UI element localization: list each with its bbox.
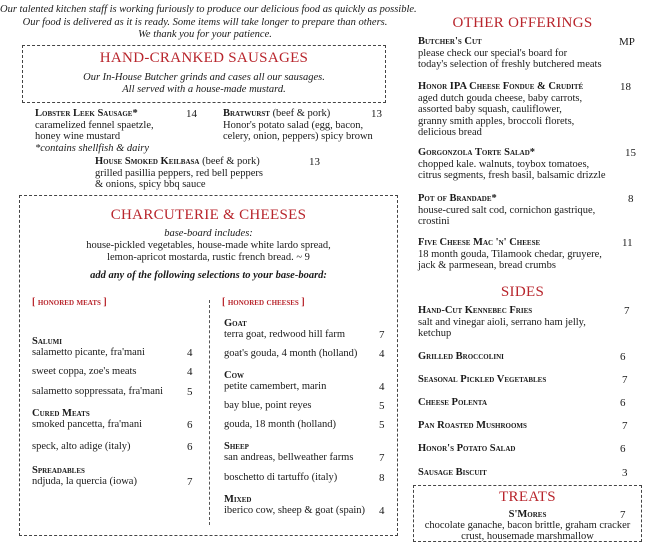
- group-goat: Goat: [224, 318, 247, 329]
- item-price: 6: [620, 351, 626, 363]
- side-item: Cheese Polenta: [418, 397, 488, 408]
- group-cow: Cow: [224, 370, 245, 381]
- item-desc: & onions, spicy bbq sauce: [95, 179, 206, 190]
- item-desc: aged dutch gouda cheese, baby carrots,: [418, 92, 583, 104]
- meat-item: smoked pancetta, fra'mani: [32, 419, 143, 430]
- item-desc: 18 month gouda, Tilamook chedar, gruyere,: [418, 248, 602, 260]
- intro-line: We thank you for your patience.: [138, 29, 272, 40]
- menu-item-lobster: [35, 108, 154, 154]
- item-desc: delicious bread: [418, 127, 482, 138]
- side-item: [418, 305, 586, 340]
- item-price: 8: [628, 193, 634, 205]
- item-price: 6: [620, 397, 626, 409]
- base-line: house-pickled vegetables, house-made white lardo spread,: [86, 240, 331, 251]
- cheese-item: gouda, 18 month (holland): [224, 419, 336, 430]
- group-spreadables: Spreadables: [32, 465, 85, 476]
- item-price: MP: [619, 36, 635, 48]
- item-price: 18: [620, 81, 631, 93]
- item-price: 6: [187, 441, 193, 453]
- item-desc: chopped kale. walnuts, toybox tomatoes,: [418, 158, 590, 170]
- intro-line: Our talented kitchen staff is working furiously to produce our delicious food as quickly as possible.: [0, 4, 417, 15]
- item-desc: crostini: [418, 216, 450, 227]
- item-name: Pot of Brandade*: [418, 193, 497, 204]
- item-price: 11: [622, 237, 633, 249]
- cheese-item: san andreas, bellweather farms: [224, 452, 354, 463]
- item-name: Butcher's Cut: [418, 36, 482, 47]
- item-price: 3: [622, 467, 628, 479]
- item-desc: jack & parmesean, bread crumbs: [418, 260, 556, 271]
- cheese-item: petite camembert, marin: [224, 381, 327, 392]
- item-price: 5: [187, 386, 193, 398]
- item-price: 4: [379, 381, 385, 393]
- item-desc: honey wine mustard: [35, 131, 121, 142]
- meat-item: speck, alto adige (italy): [32, 441, 131, 452]
- cheese-item: goat's gouda, 4 month (holland): [224, 348, 358, 359]
- item-price: 15: [625, 147, 636, 159]
- charcuterie-title: CHARCUTERIE & CHEESES: [110, 207, 307, 223]
- item-note: *contains shellfish & dairy: [35, 142, 150, 154]
- side-item: Sausage Biscuit: [418, 467, 487, 478]
- sides-title: SIDES: [500, 284, 545, 300]
- meat-item: salametto picante, fra'mani: [32, 347, 145, 358]
- column-divider: [209, 300, 210, 525]
- item-name: Bratwurst: [223, 108, 270, 119]
- meat-item: ndjuda, la quercia (iowa): [32, 476, 137, 487]
- base-line: lemon-apricot mostarda, rustic french bread. ~ 9: [107, 252, 310, 263]
- menu-item-bratwurst: [223, 108, 373, 143]
- item-desc: citrus segments, fresh basil, balsamic drizzle: [418, 170, 606, 181]
- item-desc: crust, housemade marshmallow: [461, 531, 594, 542]
- base-board: [19, 228, 398, 264]
- add-label: add any of the following selections to your base-board:: [90, 270, 327, 281]
- side-item: Pan Roasted Mushrooms: [418, 420, 527, 431]
- other-item: [418, 36, 602, 71]
- item-name: Lobster Leek Sausage*: [35, 108, 138, 119]
- item-desc: Honor's potato salad (egg, bacon,: [223, 119, 364, 131]
- sausages-intro-line: Our In-House Butcher grinds and cases all our sausages.: [83, 72, 325, 83]
- item-name: Hand-Cut Kennebec Fries: [418, 305, 533, 316]
- item-price: 7: [620, 509, 626, 521]
- item-desc: grilled pasillia peppers, red bell peppers: [95, 167, 263, 179]
- item-price: 6: [187, 419, 193, 431]
- item-price: 13: [371, 108, 382, 120]
- cheeses-label: [ honored cheeses ]: [222, 297, 305, 308]
- side-item: Seasonal Pickled Vegetables: [418, 374, 547, 385]
- item-name: Five Cheese Mac 'n' Cheese: [418, 237, 541, 248]
- cheese-item: terra goat, redwood hill farm: [224, 329, 345, 340]
- other-item: [418, 237, 602, 272]
- cheese-item: bay blue, point reyes: [224, 400, 312, 411]
- item-name: Honor IPA Cheese Fondue & Crudité: [418, 81, 584, 92]
- item-price: 7: [379, 452, 385, 464]
- cheeses-label-text: honored cheeses: [227, 297, 299, 308]
- item-desc: caramelized fennel spaetzle,: [35, 119, 154, 131]
- item-name: Gorgonzola Torte Salad*: [418, 147, 536, 158]
- item-desc: granny smith apples, broccoli florets,: [418, 115, 575, 127]
- meat-item: salametto soppressata, fra'mani: [32, 386, 164, 397]
- cheese-item: iberico cow, sheep & goat (spain): [224, 505, 366, 516]
- meats-label-text: honored meats: [37, 297, 101, 308]
- item-price: 7: [622, 374, 628, 386]
- sausages-intro-line: All served with a house-made mustard.: [122, 84, 286, 95]
- item-desc: house-cured salt cod, cornichon gastrique,: [418, 204, 596, 216]
- item-price: 13: [309, 156, 320, 168]
- item-price: 7: [379, 329, 385, 341]
- item-price: 5: [379, 400, 385, 412]
- item-price: 7: [624, 305, 630, 317]
- treat-item: [413, 509, 642, 542]
- item-price: 6: [620, 443, 626, 455]
- item-price: 5: [379, 419, 385, 431]
- item-desc: celery, onion, peppers) spicy brown: [223, 131, 373, 142]
- item-desc: today's selection of freshly butchered meats: [418, 59, 602, 70]
- item-desc: assorted baby squash, cauliflower,: [418, 104, 562, 115]
- item-price: 4: [187, 366, 193, 378]
- item-desc: please check our special's board for: [418, 47, 568, 59]
- item-desc: chocolate ganache, bacon brittle, graham cracker: [424, 520, 631, 531]
- item-price: 8: [379, 472, 385, 484]
- item-price: 4: [187, 347, 193, 359]
- item-price: 4: [379, 505, 385, 517]
- intro-line: Our food is delivered as it is ready. Some items will take longer to prepare than others.: [22, 16, 388, 28]
- side-item: Honor's Potato Salad: [418, 443, 516, 454]
- group-sheep: Sheep: [224, 441, 249, 452]
- item-extra: (beef & pork): [269, 108, 331, 119]
- sausages-title: HAND-CRANKED SAUSAGES: [99, 50, 309, 66]
- other-item: [418, 193, 595, 228]
- cheese-item: boschetto di tartuffo (italy): [224, 472, 338, 483]
- group-cured: Cured Meats: [32, 408, 90, 419]
- intro: [0, 4, 417, 42]
- meats-label: [ honored meats ]: [32, 297, 107, 308]
- item-extra: (beef & pork): [199, 156, 260, 167]
- item-price: 14: [186, 108, 197, 120]
- item-price: 7: [187, 476, 193, 488]
- item-price: 7: [622, 420, 628, 432]
- item-name: House Smoked Keilbasa: [95, 156, 200, 167]
- other-item: [418, 81, 583, 139]
- other-item: [418, 147, 605, 182]
- group-salumi: Salumi: [32, 336, 62, 347]
- menu-item-keilbasa: [95, 156, 263, 191]
- other-title: OTHER OFFERINGS: [452, 15, 593, 31]
- item-desc: ketchup: [418, 328, 452, 339]
- base-label: base-board includes:: [164, 228, 253, 239]
- side-item: Grilled Broccolini: [418, 351, 504, 362]
- sausages-intro: [22, 72, 386, 96]
- treats-title: TREATS: [499, 489, 556, 505]
- item-desc: salt and vinegar aioli, serrano ham jelly,: [418, 316, 586, 328]
- item-price: 4: [379, 348, 385, 360]
- group-mixed: Mixed: [224, 494, 252, 505]
- item-name: S'Mores: [508, 509, 547, 520]
- meat-item: sweet coppa, zoe's meats: [32, 366, 137, 377]
